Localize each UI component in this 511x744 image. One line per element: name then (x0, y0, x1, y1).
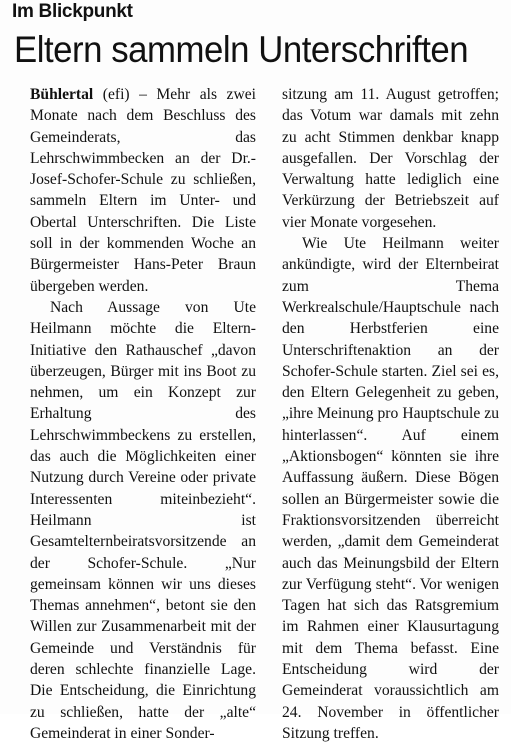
article-paragraph: sitzung am 11. August getroffen; das Votum war damals mit zehn zu acht Stimmen denkbar knapp ausgefallen. Der Vorschlag der Verwaltung hatte lediglich eine Verkürzung der Betriebszeit auf vier Monate vorgesehen. (282, 86, 499, 231)
section-kicker: Im Blickpunkt (12, 1, 133, 22)
author-tag: (efi) – (93, 86, 157, 103)
article-dateline: Bühlertal (30, 86, 94, 103)
article-paragraph (30, 84, 256, 297)
article-headline: Eltern sammeln Unterschriften (14, 29, 469, 70)
article-paragraph: Wie Ute Heilmann weiter ankündigte, wird der Elternbeirat zum Thema Werkrealschule/Hauptschule nach den Herbstferien eine Unterschriftenaktion an der Schofer-Schule starten. Ziel sei es, den Eltern Gelegenheit zu geben, „ihre Meinung pro Hauptschule zu hinterlassen“. Auf einem „Aktionsbogen“ könnten sie ihre Auffassung äußern. Diese Bögen sollen an Bürgermeister sowie die Fraktionsvorsitzenden überreicht werden, „damit dem Gemeinderat auch das Meinungsbild der Eltern zur Verfügung steht“. Vor wenigen Tagen hat sich das Ratsgremium im Rahmen einer Klausurtagung mit dem Thema befasst. Eine Entscheidung wird der Gemeinderat voraussichtlich am 24. November in öffentlicher Sitzung treffen. (282, 235, 499, 742)
article-column-right (282, 84, 499, 744)
article-paragraph: Nach Aussage von Ute Heilmann möchte die Eltern-Initiative den Rathauschef „davon überzeugen, Bürger mit ins Boot zu nehmen, um ein Konzept zur Erhaltung des Lehrschwimmbeckens zu erstellen, das auch die Möglichkeiten einer Nutzung durch Vereine oder private Interessenten miteinbezieht“. Heilmann ist Gesamtelternbeiratsvorsitzende an der Schofer-Schule. „Nur gemeinsam können wir uns dieses Themas annehmen“, betont sie den Willen zur Zusammenarbeit mit der Gemeinde und Verständnis für deren schlechte finanzielle Lage. Die Entscheidung, die Einrichtung zu schließen, hatte der „alte“ Gemeinderat in einer Sonder- (30, 298, 256, 742)
paragraph-text: Mehr als zwei Monate nach dem Beschluss des Gemeinderats, das Lehrschwimmbecken an der Dr.-Josef-Schofer-Schule zu schließen, sammeln Eltern im Unter- und Obertal Unterschriften. Die Liste soll in der kommenden Woche an Bürgermeister Hans-Peter Braun übergeben werden. (30, 86, 256, 295)
article-column-left (30, 84, 256, 744)
